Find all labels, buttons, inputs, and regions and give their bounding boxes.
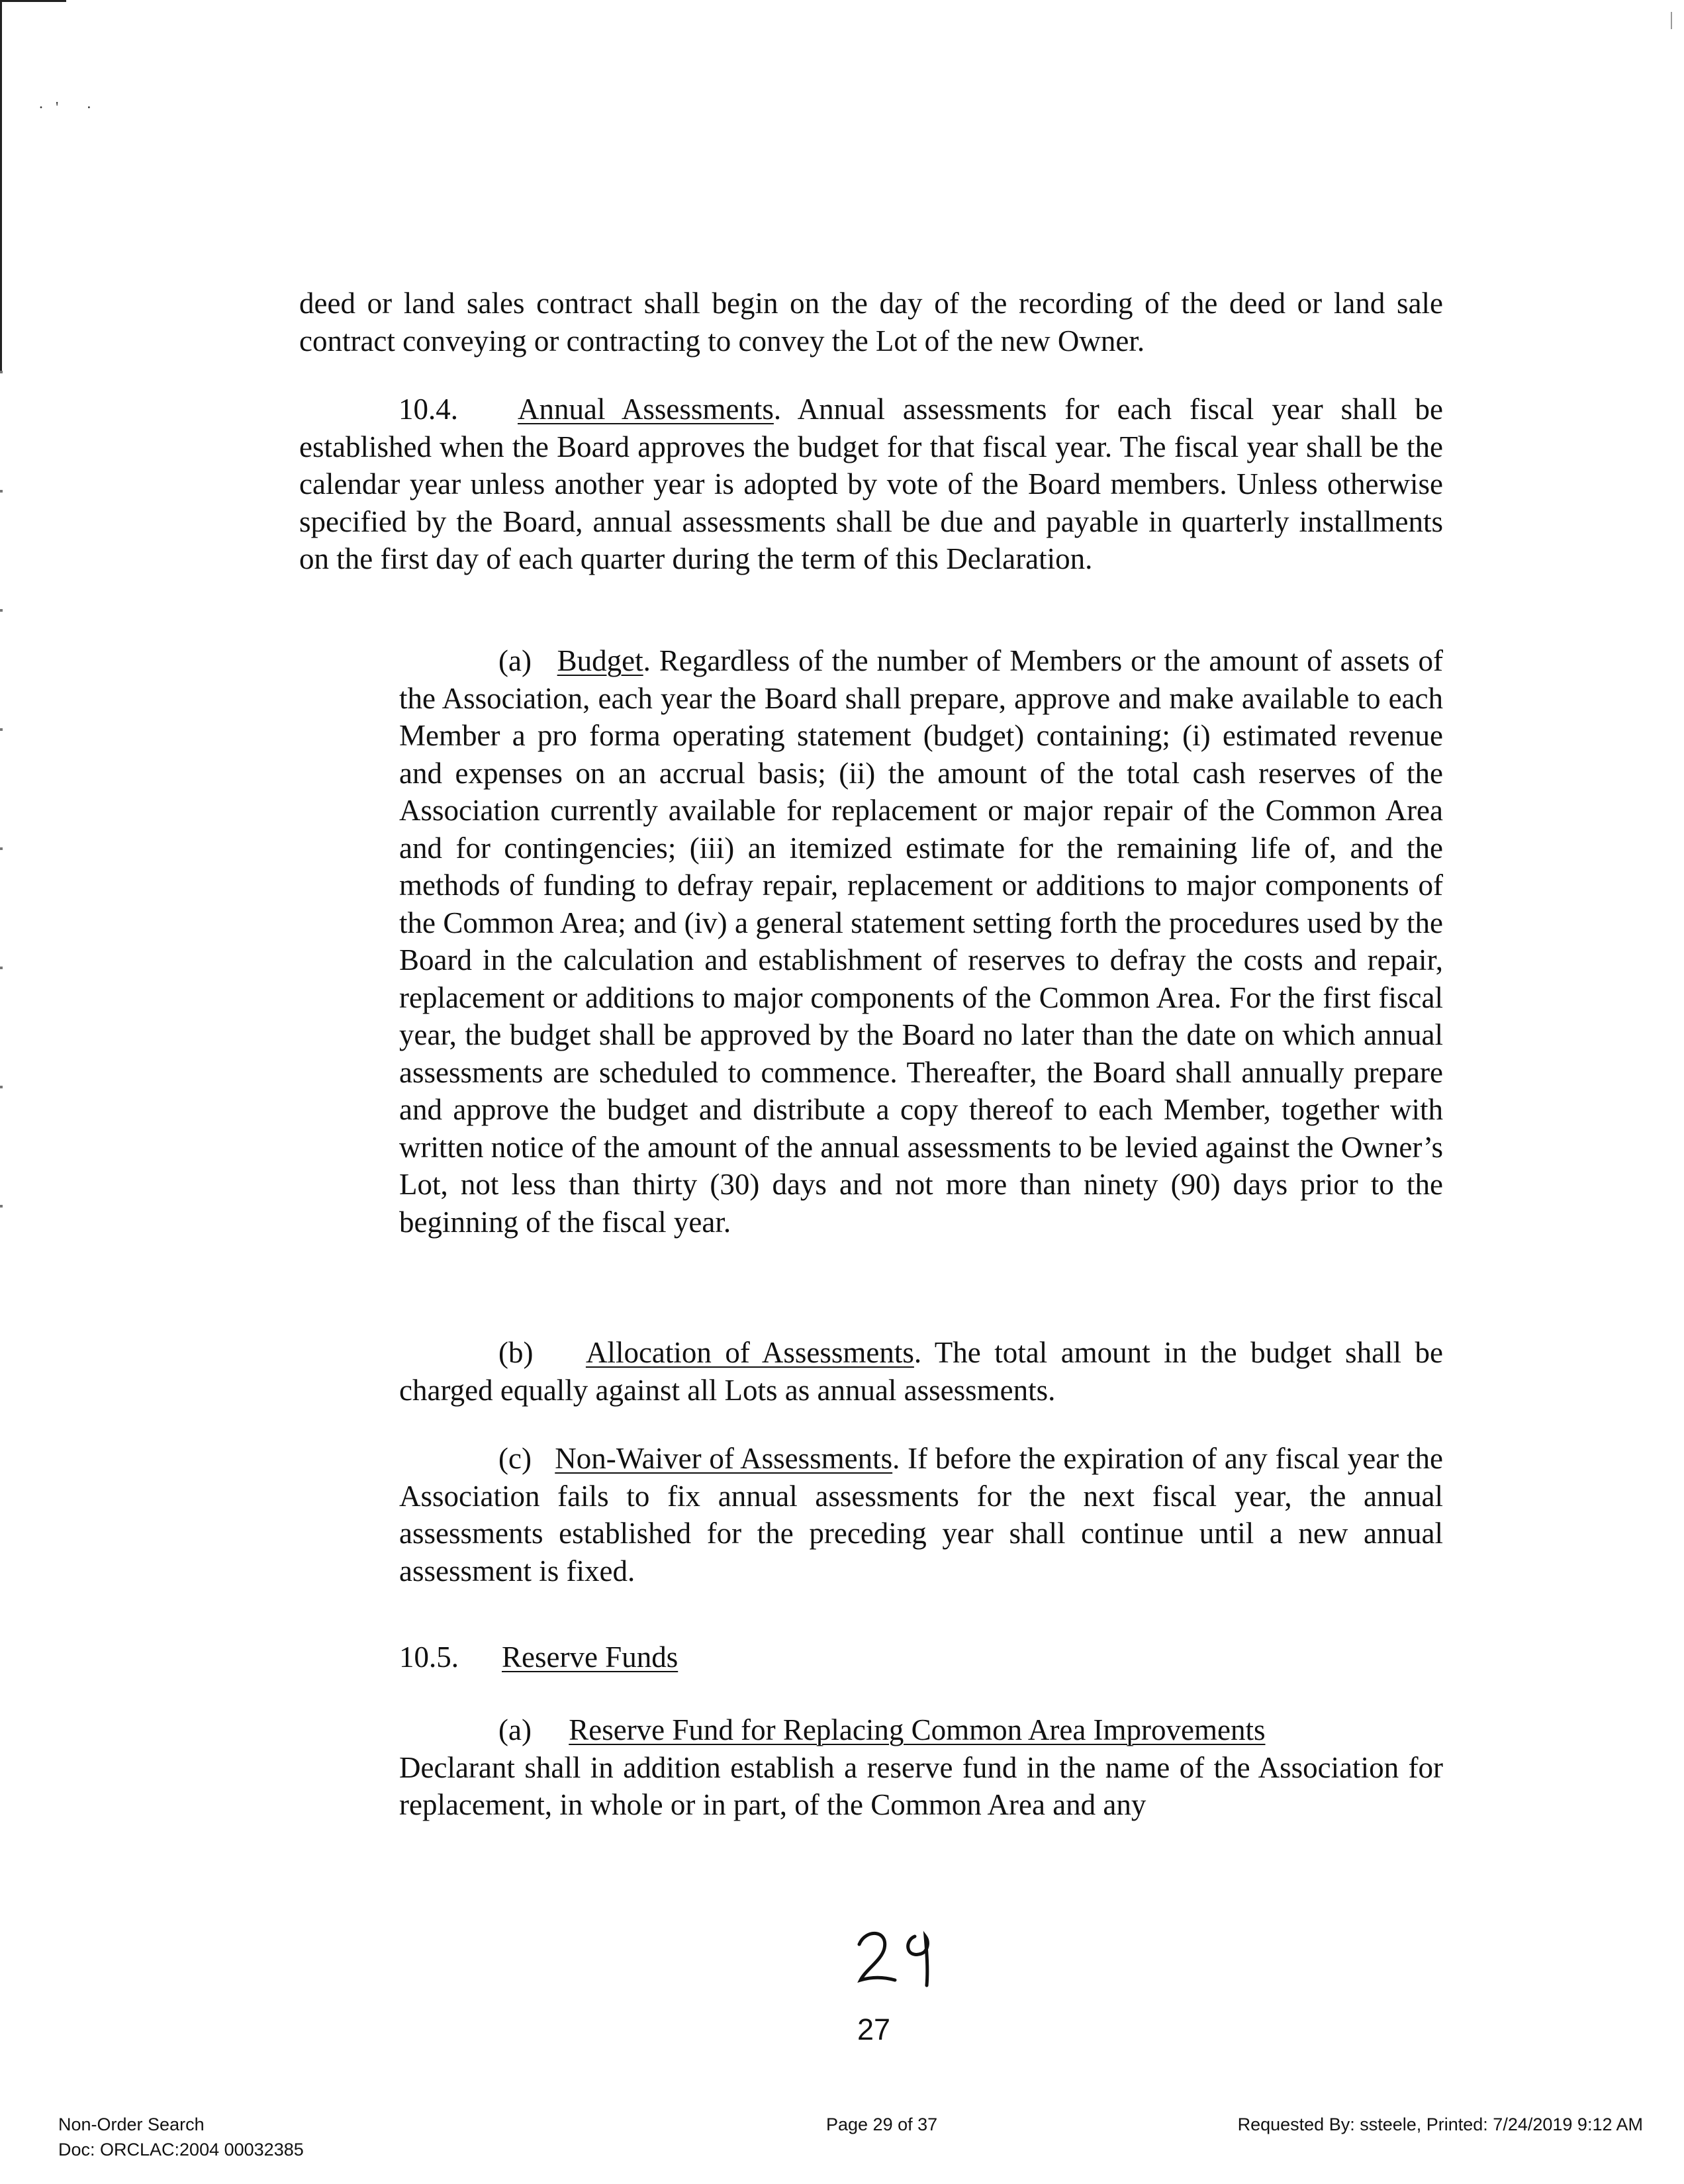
subsection-10-4-a (399, 642, 1443, 1241)
section-number: 10.5. (399, 1640, 459, 1674)
footer-requested-by: Requested By: ssteele, Printed: 7/24/2019 9:12 AM (1237, 2114, 1643, 2134)
subsection-text: . Regardless of the number of Members or the amount of assets of the Association, each year the Board shall prepare, approve and make available to each Member a pro forma operating statement (budget) containing; (i) estimated revenue and expenses on an accrual basis; (ii) the amount of the total cash reserves of the Association currently available for replacement or major repair of the Common Area and for contingencies; (iii) an itemized estimate for the remaining life of, and the methods of funding to defray repair, replacement or additions to major components of the Common Area; and (iv) a general statement setting forth the procedures used by the Board in the calculation and establishment of reserves to defray the costs and repair, replacement or additions to major components of the Common Area. For the first fiscal year, the budget shall be approved by the Board no later than the date on which annual assessments are scheduled to commence. Thereafter, the Board shall annually prepare and approve the budget and distribute a copy thereof to each Member, together with written notice of the amount of the annual assessments to be levied against the Owner’s Lot, not less than thirty (30) days and not more than ninety (90) days prior to the beginning of the fiscal year. (399, 644, 1443, 1239)
margin-ticks (0, 371, 3, 1231)
footer-left (58, 2112, 304, 2162)
subsection-label: (a) (498, 1713, 532, 1746)
section-title: Reserve Funds (502, 1640, 678, 1674)
subsection-title: Reserve Fund for Replacing Common Area Improvements (569, 1713, 1266, 1746)
scan-artifact-marks: ·' · (38, 99, 104, 117)
section-title: Annual Assessments (518, 393, 774, 426)
handwritten-page-number (854, 1923, 960, 1989)
subsection-label: (a) (498, 644, 532, 677)
subsection-title: Allocation of Assessments (585, 1336, 914, 1369)
right-edge-tick (1671, 12, 1672, 29)
footer-page-count: Page 29 of 37 (826, 2114, 938, 2134)
subsection-text: . The total amount in the budget shall be charged equally against all Lots as annual assessments. (399, 1336, 1443, 1407)
section-10-5-heading (399, 1638, 678, 1676)
subsection-label: (c) (498, 1442, 532, 1475)
section-10-4 (299, 391, 1443, 578)
paragraph-text: deed or land sales contract shall begin on the day of the recording of the deed or land sale contract conveying or contracting to convey the Lot of the new Owner. (299, 287, 1443, 357)
subsection-10-4-c (399, 1440, 1443, 1590)
subsection-label: (b) (498, 1336, 534, 1369)
subsection-text: . If before the expiration of any fiscal year the Association fails to fix annual assessments for the next fiscal year, the annual assessments established for the preceding year shall continue until a new annual assessment is fixed. (399, 1442, 1443, 1588)
subsection-title: Budget (557, 644, 643, 677)
section-number: 10.4. (398, 393, 458, 426)
paragraph-continuation (299, 285, 1443, 359)
scan-edge-left (0, 0, 2, 371)
page-number: 27 (857, 2013, 891, 2046)
section-text: . Annual assessments for each fiscal year shall be established when the Board approves the budget for that fiscal year. The fiscal year shall be the calendar year unless another year is adopted by vote of the Board members. Unless otherwise specified by the Board, annual assessments shall be due and payable in quarterly installments on the first day of each quarter during the term of this Declaration. (299, 393, 1444, 575)
footer-search-type: Non-Order Search (58, 2114, 205, 2134)
footer-doc-id: Doc: ORCLAC:2004 00032385 (58, 2140, 304, 2160)
subsection-text: Declarant shall in addition establish a reserve fund in the name of the Association for replacement, in whole or in part, of the Common Area and any (399, 1750, 1443, 1821)
subsection-title: Non-Waiver of Assessments (555, 1442, 893, 1475)
subsection-10-4-b (399, 1334, 1443, 1409)
scan-edge-top (0, 0, 66, 2)
subsection-10-5-a (399, 1711, 1443, 1824)
